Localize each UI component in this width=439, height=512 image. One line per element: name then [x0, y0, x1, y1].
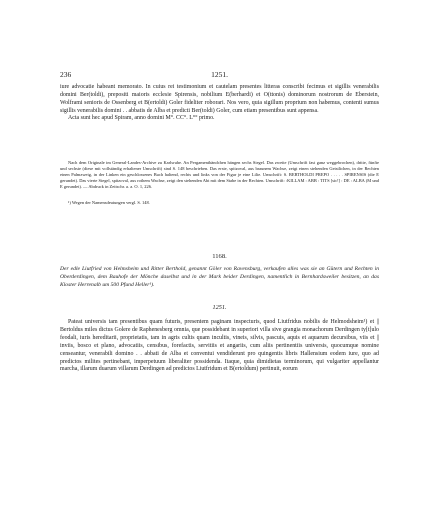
page-header	[60, 70, 379, 80]
archival-note-text: Nach dem Originale im General-Landes-Archive zu Karlsruhe. An Pergamentbändchen hängen sechs Siegel. Das zweite (Umschrift fast ganz weggebrochen), dritte, fünfte und sechste (diese mit vollständig erhaltener Umschrift) sind S. 148 beschrieben. Das erste, spitzoval, aus braunem Wachse, zeigt einen stehenden Geistlichen, in der Rechten einen Palmzweig, in der Linken ein geschlossenes Buch haltend, rechts und links von der Figur je eine Lilie. Umschrift: S. BERTHOLDI PREPO . . . . . SPIRENSIS (die E gerundet). Das vierte Siegel, spitzoval, aus rothem Wachse, zeigt den stehenden Abt mit dem Stabe in der Rechten. Umschrift: :KILLAM : ABB : TITS [sic!] : DE : ALBA (M und E gerundet). — Abdruck in Zeitschr. a. a. O. 1, 226.	[60, 160, 379, 190]
regest	[60, 266, 379, 289]
archival-note	[60, 160, 379, 190]
page-number: 236	[60, 70, 72, 79]
document-year: 1251.	[212, 304, 227, 311]
footnote	[60, 200, 379, 206]
previous-charter-conclusion	[60, 84, 379, 123]
running-head-year: 1251.	[211, 70, 228, 79]
charter-text	[60, 319, 379, 374]
continuation-paragraph: iure advocatie habeant memorato. In cuius rei testimonium et cautelam presentes litteras conscribi fecimus et sigillis venerabilis domini Ber(toldi), prepositi maioris ecclesie Spirensis, nobilium E(berhardi) et O(ttonis) dominorum nostrorum de Eberstein, Wolframi senioris de Ossenberg et B(ertoldi) Goler fideliter roborari. Nos vero, quia sigillum proprium non habemus, contenti sumus sigillis venerabilis domini . . abbatis de Alba et predicti Ber(toldi) Goler, cum etiam presentibus sunt appensa.	[60, 84, 379, 114]
regest-text: Der edle Liutfried von Helmsheim und Ritter Berthold, genannt Göler von Ravensburg, verkaufen alles was sie an Gütern und Rechten in Oberderdingen, dem Bauhofe der Mönche daselbst und in der Mark beider Derdingen, namentlich in Bernhardsweiler besitzen, an das Kloster Herrenalb um 500 Pfund Heller¹).	[60, 266, 379, 288]
dating-clause: Acta sunt hec apud Spiram, anno domini M°. CC°. L°° primo.	[68, 115, 215, 122]
document-number: 1168.	[212, 253, 227, 260]
charter-paragraph: Pateat universis tam presentibus quam futuris, presentem paginam inspecturis, quod Liutfridus nobilis de Helmodsheim¹) et || Bertoldus miles dictus Golere de Raphenesberg omnia, que possidebant in superiori villa sive grangia monachorum Derdingen ty[t]ulo feodali, iuris hereditarii, proprietatis, tam in agris cultis quam incultis, vineis, silvis, pascuis, aquis et aquarum decursibus, viis et || inviis, bosco et plano, advocatiis, censibus, forefactis, servitiis et angariis, cum aliis pertinentiis universis, quocumque nomine censeantur, venerabili domino . . abbati de Alba et conventui vendiderunt pro quingentis libris Hallensium eodem iure, quo ad predictos milites pertinebant, imperpetuum liberaliter possidenda. Itaque, quia dimidietas terminorum, qui vulgariter appellantur marcha, illarum duarum villarum Derdingen ad predictos Liutfridum et B(ertoldum) pertinuit, eorum	[60, 319, 379, 373]
footnote-text: ¹) Wegen der Namensdeutungen vergl. S. 148.	[68, 200, 150, 205]
